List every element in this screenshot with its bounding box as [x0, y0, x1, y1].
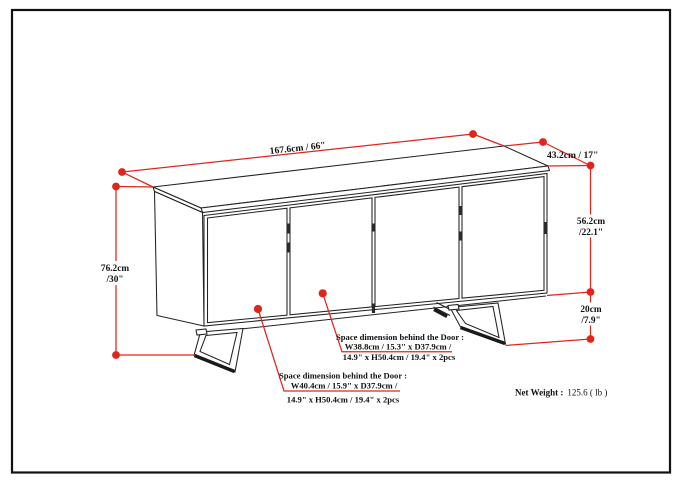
door-1-leader-dot	[254, 305, 262, 313]
dimension-endpoint-dot	[112, 183, 120, 191]
extension-line	[116, 187, 153, 188]
extension-line	[504, 142, 543, 146]
door-2	[290, 198, 372, 315]
leg-back-right-partial	[434, 303, 451, 317]
overall-height-label-line2: /30"	[106, 275, 124, 285]
door-4	[462, 177, 544, 299]
dimension-endpoint-dot	[112, 351, 120, 359]
dimension-endpoint-dot	[587, 162, 595, 170]
note-line3: 14.9" x H50.4cm / 19.4" x 2pcs	[342, 352, 456, 362]
door-space-note-2	[279, 371, 407, 405]
dimension-endpoint-dot	[469, 130, 477, 138]
extension-line	[548, 166, 590, 167]
overall-height-label-line1: 76.2cm	[100, 264, 130, 274]
door-space-note-1	[336, 332, 464, 362]
dimension-endpoint-dot	[118, 168, 126, 176]
extension-line	[547, 292, 591, 296]
note-title: Space dimension behind the Door :	[278, 370, 408, 381]
dimension-endpoint-dot	[539, 138, 547, 146]
door-2-leader-dot	[319, 289, 327, 297]
dimension-endpoint-dot	[587, 288, 595, 296]
extension-line	[506, 339, 591, 346]
body-height-label-line1: 56.2cm	[576, 217, 606, 227]
body-height-label-line2: /22.1"	[578, 228, 604, 238]
door-1	[208, 208, 288, 323]
leg-mount-plate	[448, 305, 459, 311]
note-title: Space dimension behind the Door :	[335, 332, 465, 342]
net-weight	[515, 388, 607, 398]
door-3	[375, 187, 459, 307]
note-line2: W40.4cm / 15.9" x D37.9cm /	[290, 380, 398, 391]
leg-front-left	[194, 329, 243, 373]
depth-dimension-label: 43.2cm / 17"	[547, 150, 599, 161]
leg-mount-plate	[196, 329, 207, 335]
note-line2: W38.8cm / 15.3" x D37.9cm /	[344, 341, 452, 352]
leg-height-label-line1: 20cm	[580, 305, 602, 315]
extension-line	[473, 134, 504, 146]
note-line3: 14.9" x H50.4cm / 19.4" x 2pcs	[286, 394, 400, 405]
leg-height-label-line2: /7.9"	[581, 316, 601, 326]
net-weight-value: 125.6 ( lb )	[567, 387, 608, 398]
net-weight-label: Net Weight :	[515, 387, 564, 398]
dimension-endpoint-dot	[587, 335, 595, 343]
width-dimension-label: 167.6cm / 66"	[269, 140, 327, 158]
cabinet-left-side-panel	[155, 192, 205, 327]
extension-line	[122, 172, 153, 187]
